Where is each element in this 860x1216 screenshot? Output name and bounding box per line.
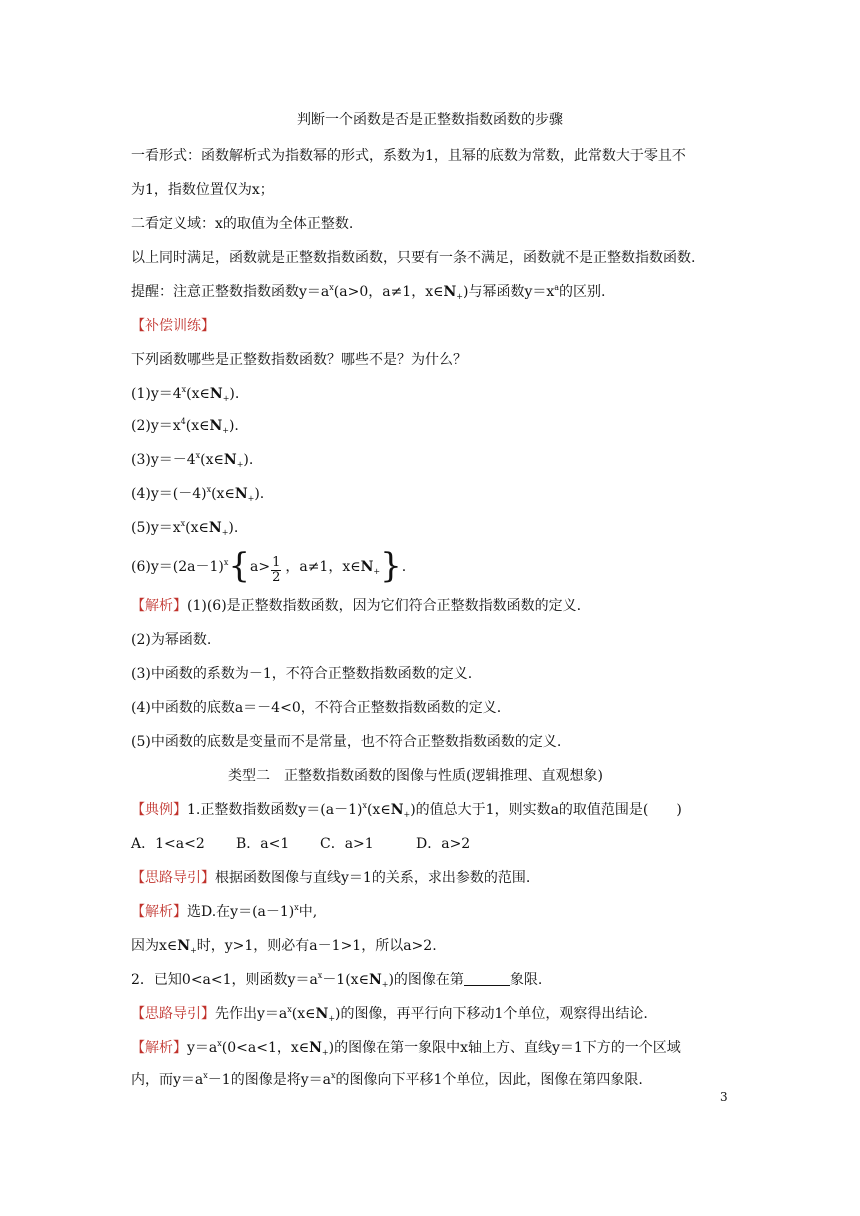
example-1: 【典例】1.正整数指数函数$y=(a-1)^x(x\in N_+)$的值总大于1，则实数a的取值范围是( ) — [131, 801, 682, 819]
item-3: $(3)y=-4^x(x\in N_+)$. — [131, 451, 254, 469]
answer-1-line2: 因为$x\in N_+$时，y>1，则必有a－1>1，所以a>2. — [131, 938, 437, 955]
item-6: $(6)y=(2a-1)^x\{a>$ $\frac{1}{2}$ ，a≠1，$x\in N_+$}. — [131, 546, 407, 586]
item-5: $(5)y=x^x(x\in N_+)$. — [131, 519, 239, 537]
analysis-5: (5)中函数的底数是变量而不是常量，也不符合正整数指数函数的定义. — [131, 734, 562, 750]
step-domain: 二看定义域：x的取值为全体正整数. — [131, 216, 354, 232]
page-number: 3 — [720, 1090, 728, 1104]
practice-tag: 【补偿训练】 — [131, 318, 215, 334]
right-brace: } — [380, 546, 402, 586]
item-2: $(2)y=x^4(x\in N_+)$. — [131, 417, 239, 435]
answer-blank — [464, 971, 510, 986]
hint-2: 【思路导引】先作出$y=a^x(x\in N_+)$的图像，再平行向下移动1个单位，观察得出结论. — [131, 1005, 648, 1023]
item-4: $(4)y=(-4)^x(x\in N_+)$. — [131, 485, 265, 503]
reminder: 提醒：注意正整数指数函数$y=a^x(a>0$，a≠1，$x\in N_+$)与幂函数$y=x^a$的区别. — [131, 283, 606, 301]
page-title: 判断一个函数是否是正整数指数函数的步骤 — [297, 112, 563, 128]
analysis-2: (2)为幂函数. — [131, 632, 212, 648]
option-C: C．a>1 — [320, 836, 374, 852]
hint-1: 【思路导引】根据函数图像与直线y＝1的关系，求出参数的范围. — [131, 870, 531, 886]
analysis-3: (3)中函数的系数为－1，不符合正整数指数函数的定义. — [131, 666, 473, 682]
answer-1: 【解析】选D.在$y=(a-1)^x$中, — [131, 903, 318, 920]
item-1: $(1)y=4^x(x\in N_+)$. — [131, 385, 240, 403]
fraction-one-half: $\frac{1}{2}$ — [272, 555, 281, 585]
conclusion: 以上同时满足，函数就是正整数指数函数，只要有一条不满足，函数就不是正整数指数函数. — [131, 250, 696, 266]
type2-heading: 类型二 正整数指数函数的图像与性质(逻辑推理、直观想象) — [228, 768, 603, 784]
example-2: 2．已知0<a<1，则函数$y=a^x-1(x\in N_+)$的图像在第 象限. — [131, 971, 543, 989]
option-D: D．a>2 — [416, 836, 471, 852]
option-A: A．1<a<2 — [131, 836, 205, 852]
analysis-4: (4)中函数的底数a＝－4<0，不符合正整数指数函数的定义. — [131, 700, 502, 716]
analysis-1: 【解析】(1)(6)是正整数指数函数，因为它们符合正整数指数函数的定义. — [131, 598, 582, 614]
step-form-line2: 为1，指数位置仅为x； — [131, 182, 274, 198]
answer-2-line2: 内，而$y=a^x-1$的图像是将$y=a^x$的图像向下平移1个单位，因此，图像在第四象限. — [131, 1071, 643, 1088]
answer-2-line1: 【解析】$y=a^x(0<a<1$，$x\in N_+$)的图像在第一象限中x轴上方、直线y＝1下方的一个区域 — [131, 1039, 681, 1057]
practice-question: 下列函数哪些是正整数指数函数？哪些不是？为什么？ — [131, 352, 467, 368]
option-B: B．a<1 — [236, 836, 290, 852]
left-brace: { — [228, 546, 250, 586]
step-form-line1: 一看形式：函数解析式为指数幂的形式，系数为1，且幂的底数为常数，此常数大于零且不 — [131, 148, 686, 164]
